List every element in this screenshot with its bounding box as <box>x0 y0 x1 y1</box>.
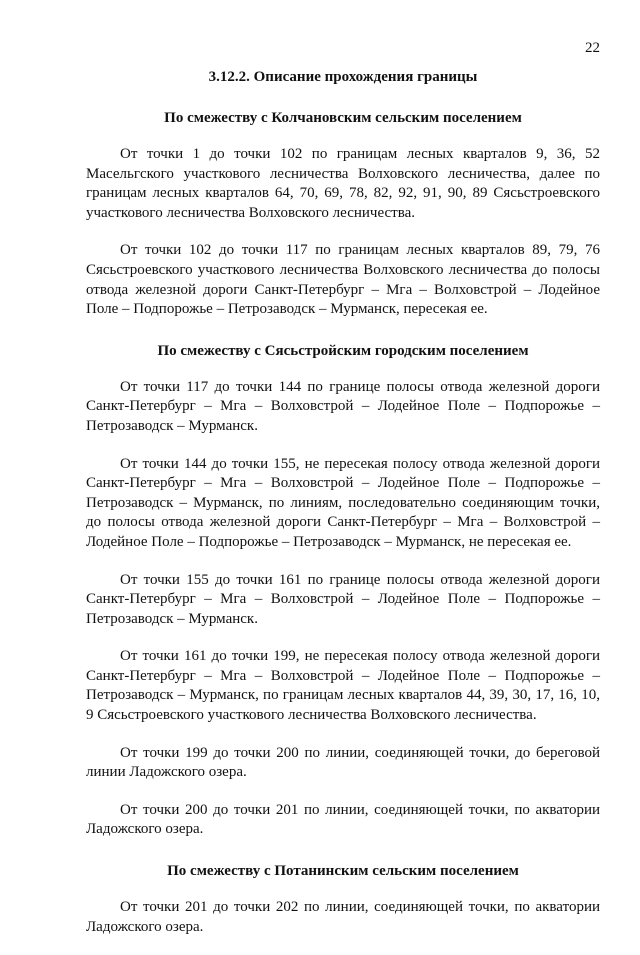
page-number: 22 <box>585 40 600 56</box>
document-body <box>86 68 600 955</box>
paragraph: От точки 200 до точки 201 по линии, соединяющей точки, по акватории Ладожского озера. <box>86 801 600 838</box>
paragraph: От точки 1 до точки 102 по границам лесных кварталов 9, 36, 52 Масельгского участкового лесничества Волховского лесничества, далее по границам лесных кварталов 64, 70, 69, 78, 82, 92, 91, 90, 89 Сясьстроевского участкового лесничества Волховского лесничества. <box>86 146 600 221</box>
paragraph: От точки 201 до точки 202 по линии, соединяющей точки, по акватории Ладожского озера. <box>86 899 600 935</box>
paragraph: От точки 144 до точки 155, не пересекая полосу отвода железной дороги Санкт-Петербург – Мга – Волховстрой – Лодейное Поле – Подпорожье – Петрозаводск – Мурманск, по линиям, последовательно соединяющим точки, до полосы отвода железной дороги Санкт-Петербург – Мга – Волховстрой – Лодейное Поле – Подпорожье – Петрозаводск – Мурманск, не пересекая ее. <box>86 455 600 550</box>
section-heading: По смежеству с Сясьстройским городским поселением <box>157 342 529 359</box>
paragraph: От точки 155 до точки 161 по границе полосы отвода железной дороги Санкт-Петербург – Мга – Волховстрой – Лодейное Поле – Подпорожье – Петрозаводск – Мурманск. <box>86 571 600 627</box>
section-heading: По смежеству с Потанинским сельским поселением <box>167 863 519 880</box>
paragraph: От точки 102 до точки 117 по границам лесных кварталов 89, 79, 76 Сясьстроевского участкового лесничества Волховского лесничества до полосы отвода железной дороги Санкт-Петербург – Мга – Волховстрой – Лодейное Поле – Подпорожье – Петрозаводск – Мурманск, пересекая ее. <box>86 242 600 318</box>
paragraph: От точки 199 до точки 200 по линии, соединяющей точки, до береговой линии Ладожского озера. <box>86 744 600 781</box>
section-heading: По смежеству с Колчановским сельским поселением <box>164 110 522 126</box>
paragraph: От точки 117 до точки 144 по границе полосы отвода железной дороги Санкт-Петербург – Мга – Волховстрой – Лодейное Поле – Подпорожье – Петрозаводск – Мурманск. <box>86 378 600 434</box>
document-title: 3.12.2. Описание прохождения границы <box>208 69 478 85</box>
paragraph: От точки 161 до точки 199, не пересекая полосу отвода железной дороги Санкт-Петербург – Мга – Волховстрой – Лодейное Поле – Подпорожье – Петрозаводск – Мурманск, по границам лесных кварталов 44, 39, 30, 17, 16, 10, 9 Сясьстроевского участкового лесничества Волховского лесничества. <box>86 648 600 724</box>
